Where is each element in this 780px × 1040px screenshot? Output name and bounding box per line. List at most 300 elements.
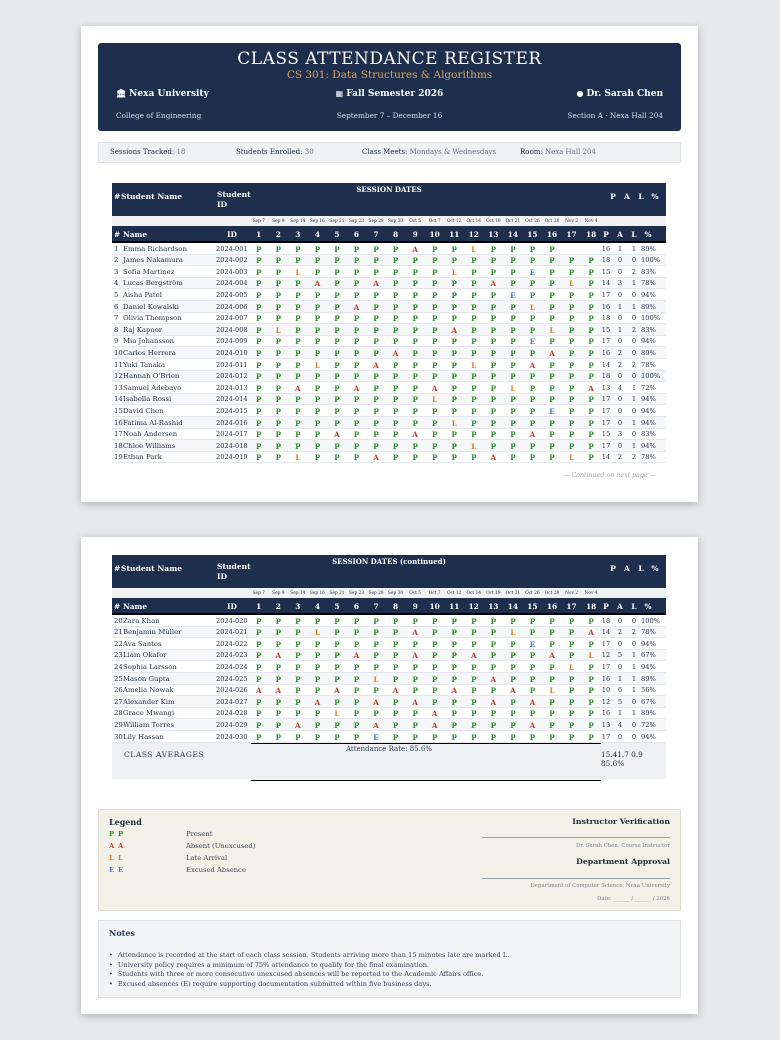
student-id: 2024-030 <box>216 732 248 741</box>
attendance-mark: A <box>431 383 438 393</box>
attendance-mark: A <box>373 720 379 730</box>
student-name: Alexander Kim <box>123 697 175 706</box>
attendance-mark: P <box>256 732 262 742</box>
student-name: Aisha Patel <box>123 290 162 299</box>
attendance-mark: A <box>275 686 282 696</box>
attendance-mark: P <box>275 430 281 440</box>
col-session-number: 16 <box>546 602 558 611</box>
student-id: 2024-023 <box>216 651 248 660</box>
attendance-mark: A <box>373 360 379 370</box>
student-id: 2024-002 <box>216 256 248 265</box>
attendance-mark: P <box>471 430 477 440</box>
attendance-mark: P <box>256 267 262 277</box>
col-p: P <box>603 602 609 611</box>
row-number: 28 <box>114 709 123 718</box>
attendance-mark: P <box>568 686 575 696</box>
attendance-percent: 83% <box>641 430 656 439</box>
attendance-mark: P <box>353 244 360 254</box>
attendance-mark: P <box>392 314 399 324</box>
attendance-mark: P <box>373 256 379 266</box>
session-date: Sep 28 <box>368 591 384 596</box>
attendance-mark: P <box>510 279 516 289</box>
attendance-mark: P <box>588 290 594 300</box>
attendance-mark: P <box>510 325 516 335</box>
attendance-mark: P <box>412 337 418 347</box>
student-name: Sofia Martinez <box>123 267 175 276</box>
total-present: 16 <box>601 348 611 357</box>
student-id: 2024-020 <box>216 616 248 625</box>
col-session-number: 18 <box>585 230 597 239</box>
attendance-mark: P <box>490 639 497 649</box>
session-date: Oct 12 <box>447 591 462 596</box>
col-session-number: 13 <box>488 230 499 239</box>
session-date: Sep 7 <box>252 591 265 596</box>
col-student-name: Student Name <box>121 564 183 573</box>
attendance-mark: L <box>471 360 477 370</box>
attendance-mark: P <box>392 383 399 393</box>
total-late: 0 <box>631 616 637 625</box>
session-date: Oct 21 <box>505 219 521 224</box>
attendance-mark: L <box>451 267 457 277</box>
attendance-mark: P <box>353 430 360 440</box>
attendance-mark: P <box>490 302 497 312</box>
user-icon: ● <box>576 88 584 98</box>
attendance-mark: P <box>431 360 438 370</box>
attendance-mark: P <box>256 628 262 638</box>
session-date: Sep 9 <box>272 591 285 596</box>
total-absent: 0 <box>617 441 623 450</box>
total-absent: 2 <box>617 453 623 462</box>
attendance-mark: P <box>588 256 594 266</box>
attendance-mark: P <box>529 732 536 742</box>
attendance-mark: P <box>431 616 438 626</box>
table-row <box>112 452 666 464</box>
total-absent: 2 <box>617 348 623 357</box>
col-pct: % <box>644 602 652 611</box>
attendance-mark: P <box>373 406 379 416</box>
session-date: Oct 7 <box>428 219 441 224</box>
total-late: 2 <box>631 267 637 276</box>
student-id: 2024-003 <box>216 267 248 276</box>
attendance-mark: P <box>431 279 438 289</box>
attendance-mark: P <box>568 709 575 719</box>
total-absent: 0 <box>617 256 623 265</box>
session-date: Nov 4 <box>584 591 598 596</box>
attendance-mark: P <box>412 639 418 649</box>
stat-value: 30 <box>304 148 314 156</box>
attendance-mark: E <box>529 267 536 277</box>
attendance-mark: P <box>451 674 457 684</box>
stat-value: Nexa Hall 204 <box>544 148 596 156</box>
attendance-mark: P <box>334 639 340 649</box>
attendance-mark: P <box>334 290 340 300</box>
attendance-mark: P <box>373 430 379 440</box>
attendance-mark: A <box>373 697 379 707</box>
attendance-mark: L <box>451 418 457 428</box>
legend-symbol: P <box>118 830 124 838</box>
attendance-mark: P <box>588 720 594 730</box>
university-info <box>116 88 298 99</box>
attendance-percent: 94% <box>641 662 656 671</box>
attendance-mark: P <box>510 337 516 347</box>
row-number: 20 <box>114 616 123 625</box>
attendance-mark: P <box>412 418 418 428</box>
total-late: 1 <box>631 418 637 427</box>
attendance-mark: P <box>373 441 379 451</box>
attendance-mark: P <box>275 709 281 719</box>
attendance-mark: P <box>334 662 340 672</box>
attendance-mark: A <box>353 302 360 312</box>
attendance-mark: P <box>295 256 301 266</box>
attendance-mark: P <box>373 395 379 405</box>
attendance-mark: P <box>529 674 536 684</box>
attendance-mark: P <box>431 256 438 266</box>
attendance-mark: P <box>549 267 555 277</box>
attendance-percent: 100% <box>641 256 661 265</box>
attendance-mark: P <box>529 651 536 661</box>
attendance-mark: P <box>490 720 497 730</box>
attendance-mark: P <box>275 256 281 266</box>
attendance-mark: P <box>373 616 379 626</box>
attendance-mark: P <box>529 279 536 289</box>
attendance-mark: P <box>451 302 457 312</box>
attendance-mark: P <box>334 628 340 638</box>
stat-sessions <box>110 143 185 162</box>
instructor-verification-title: Instructor Verification <box>572 817 670 826</box>
attendance-mark: P <box>373 383 379 393</box>
total-late: 0 <box>631 256 637 265</box>
attendance-mark: P <box>256 279 262 289</box>
table-row <box>112 382 666 394</box>
attendance-mark: P <box>412 348 418 358</box>
attendance-mark: P <box>392 616 399 626</box>
attendance-mark: P <box>275 372 281 382</box>
col-session-number: 7 <box>373 230 379 239</box>
attendance-mark: P <box>529 256 536 266</box>
attendance-mark: P <box>471 697 477 707</box>
attendance-mark: A <box>412 628 418 638</box>
attendance-mark: P <box>256 639 262 649</box>
attendance-mark: P <box>431 418 438 428</box>
student-name: Chloe Williams <box>123 441 176 450</box>
col-session-number: 10 <box>429 602 440 611</box>
attendance-mark: P <box>373 628 379 638</box>
attendance-mark: P <box>529 383 536 393</box>
attendance-mark: P <box>373 662 379 672</box>
stat-label: Room: <box>520 148 543 156</box>
col-num: # <box>114 564 121 573</box>
attendance-mark: A <box>392 686 399 696</box>
attendance-mark: P <box>334 267 340 277</box>
attendance-mark: P <box>353 267 360 277</box>
attendance-mark: P <box>588 430 594 440</box>
col-num: # <box>114 602 121 611</box>
attendance-mark: P <box>451 732 457 742</box>
session-dates-title: SESSION DATES <box>356 185 422 194</box>
total-present: 17 <box>601 662 611 671</box>
attendance-mark: P <box>451 244 457 254</box>
attendance-mark: P <box>471 732 477 742</box>
attendance-mark: A <box>275 651 282 661</box>
table-row <box>112 371 666 383</box>
student-id: 2024-029 <box>216 720 248 729</box>
attendance-mark: P <box>568 674 575 684</box>
total-present: 17 <box>601 418 611 427</box>
stat-meets <box>362 143 496 162</box>
stats-bar <box>98 142 681 163</box>
col-session-number: 8 <box>393 230 399 239</box>
calendar-icon: ▦ <box>335 88 344 98</box>
attendance-mark: P <box>334 302 340 312</box>
total-absent: 4 <box>617 383 623 392</box>
attendance-mark: P <box>431 267 438 277</box>
total-late: 1 <box>631 302 637 311</box>
attendance-mark: P <box>568 651 575 661</box>
attendance-mark: P <box>295 372 301 382</box>
row-number: 3 <box>114 267 119 276</box>
attendance-mark: P <box>412 674 418 684</box>
row-number: 11 <box>114 360 123 369</box>
student-id: 2024-008 <box>216 325 248 334</box>
attendance-mark: P <box>334 244 340 254</box>
attendance-mark: P <box>529 314 536 324</box>
attendance-mark: P <box>314 686 321 696</box>
attendance-mark: P <box>549 674 555 684</box>
total-late: 0 <box>631 290 637 299</box>
attendance-mark: P <box>256 616 262 626</box>
col-session-number: 1 <box>256 602 262 611</box>
attendance-mark: P <box>392 674 399 684</box>
attendance-mark: P <box>295 244 301 254</box>
attendance-mark: P <box>510 372 516 382</box>
attendance-mark: P <box>451 348 457 358</box>
total-late: 2 <box>631 325 637 334</box>
session-date: Oct 19 <box>486 591 501 596</box>
attendance-mark: P <box>471 279 477 289</box>
attendance-mark: P <box>451 256 457 266</box>
student-name: David Chen <box>123 406 164 415</box>
attendance-mark: P <box>549 302 555 312</box>
attendance-mark: P <box>295 279 301 289</box>
attendance-mark: P <box>568 337 575 347</box>
attendance-mark: P <box>334 406 340 416</box>
attendance-mark: P <box>275 720 281 730</box>
total-absent: 3 <box>617 430 623 439</box>
attendance-mark: E <box>549 406 555 416</box>
student-id: 2024-017 <box>216 430 248 439</box>
attendance-mark: P <box>529 395 536 405</box>
attendance-mark: P <box>510 360 516 370</box>
attendance-mark: P <box>490 256 497 266</box>
attendance-mark: A <box>588 383 594 393</box>
session-date: Sep 28 <box>368 219 384 224</box>
attendance-mark: P <box>275 674 281 684</box>
attendance-mark: P <box>510 651 516 661</box>
student-name: Lucas Bergström <box>123 279 183 288</box>
row-number: 8 <box>114 325 119 334</box>
total-present: 10 <box>601 686 611 695</box>
attendance-mark: P <box>471 639 477 649</box>
attendance-mark: P <box>529 348 536 358</box>
attendance-mark: P <box>588 639 594 649</box>
stat-value: Mondays & Wednesdays <box>409 148 497 156</box>
date-field: Date: ______ / ______ / 2026 <box>597 896 670 902</box>
student-id: 2024-006 <box>216 302 248 311</box>
attendance-mark: A <box>549 348 555 358</box>
total-absent: 0 <box>617 662 623 671</box>
attendance-mark: P <box>549 395 555 405</box>
attendance-mark: P <box>373 639 379 649</box>
stat-label: Students Enrolled: <box>236 148 303 156</box>
attendance-mark: P <box>451 628 457 638</box>
col-session-number: 3 <box>295 602 301 611</box>
student-name: Ethan Park <box>123 453 162 462</box>
table-row <box>112 673 666 685</box>
col-session-number: 17 <box>566 602 577 611</box>
attendance-mark: P <box>295 360 301 370</box>
attendance-mark: P <box>529 616 536 626</box>
col-session-number: 18 <box>585 602 597 611</box>
legend-panel <box>98 809 681 911</box>
attendance-mark: P <box>510 441 516 451</box>
attendance-mark: P <box>431 348 438 358</box>
attendance-mark: L <box>334 709 340 719</box>
session-date: Sep 30 <box>388 219 404 224</box>
attendance-mark: P <box>471 372 477 382</box>
row-number: 9 <box>114 337 119 346</box>
col-id: ID <box>227 602 237 611</box>
attendance-mark: P <box>353 709 360 719</box>
attendance-mark: P <box>392 628 399 638</box>
attendance-mark: P <box>431 337 438 347</box>
attendance-mark: P <box>568 697 575 707</box>
attendance-mark: P <box>275 662 281 672</box>
attendance-mark: P <box>412 360 418 370</box>
attendance-mark: P <box>373 302 379 312</box>
row-number: 24 <box>114 662 123 671</box>
attendance-mark: P <box>471 256 477 266</box>
attendance-mark: P <box>431 453 438 463</box>
total-present: 12 <box>601 651 611 660</box>
attendance-mark: P <box>568 441 575 451</box>
attendance-mark: P <box>314 639 321 649</box>
attendance-mark: P <box>392 406 399 416</box>
attendance-mark: P <box>314 244 321 254</box>
col-session-number: 15 <box>527 602 538 611</box>
total-present: 17 <box>601 639 611 648</box>
session-date: Sep 16 <box>309 591 325 596</box>
attendance-mark: P <box>451 709 457 719</box>
department-signature-caption: Department of Computer Science, Nexa University <box>530 883 670 889</box>
attendance-mark: P <box>334 732 340 742</box>
attendance-mark: P <box>353 360 360 370</box>
table-row <box>112 289 666 301</box>
attendance-mark: P <box>314 406 321 416</box>
attendance-percent: 78% <box>641 279 656 288</box>
attendance-mark: P <box>510 453 516 463</box>
attendance-mark: P <box>314 348 321 358</box>
col-session-number: 11 <box>449 230 460 239</box>
session-date: Oct 28 <box>544 591 560 596</box>
attendance-mark: P <box>412 709 418 719</box>
attendance-mark: P <box>529 628 536 638</box>
total-present: 15 <box>601 325 611 334</box>
col-student-id: Student ID <box>217 190 251 209</box>
note-item: • Excused absences (E) require supporting documentation submitted within five business days. <box>109 980 509 990</box>
attendance-mark: P <box>431 628 438 638</box>
col-session-number: 2 <box>275 230 281 239</box>
attendance-mark: P <box>314 290 321 300</box>
attendance-mark: P <box>412 279 418 289</box>
attendance-mark: P <box>373 686 379 696</box>
attendance-mark: P <box>451 616 457 626</box>
total-present: 17 <box>601 290 611 299</box>
table-column-header <box>112 226 666 243</box>
attendance-mark: P <box>568 325 575 335</box>
attendance-mark: P <box>490 267 497 277</box>
table-group-header <box>112 183 666 216</box>
attendance-mark: A <box>549 651 555 661</box>
attendance-mark: P <box>334 360 340 370</box>
row-number: 26 <box>114 686 123 695</box>
attendance-mark: P <box>275 302 281 312</box>
attendance-mark: P <box>510 639 516 649</box>
attendance-mark: P <box>549 360 555 370</box>
attendance-mark: P <box>295 325 301 335</box>
attendance-mark: P <box>588 314 594 324</box>
col-session-number: 5 <box>334 602 340 611</box>
total-present: 17 <box>601 441 611 450</box>
attendance-mark: P <box>353 256 360 266</box>
legend-desc: Absent (Unexcused) <box>186 842 256 850</box>
attendance-mark: P <box>549 639 555 649</box>
student-id: 2024-019 <box>216 453 248 462</box>
attendance-mark: P <box>353 732 360 742</box>
attendance-mark: P <box>392 372 399 382</box>
student-id: 2024-009 <box>216 337 248 346</box>
attendance-mark: P <box>256 720 262 730</box>
student-rows <box>112 615 666 743</box>
attendance-mark: P <box>451 337 457 347</box>
class-averages-row <box>112 743 666 779</box>
col-name: Name <box>123 602 148 611</box>
attendance-mark: P <box>451 639 457 649</box>
table-row <box>112 417 666 429</box>
legend-code: E <box>109 866 115 874</box>
course-title: CS 301: Data Structures & Algorithms <box>286 69 493 81</box>
attendance-mark: P <box>510 720 516 730</box>
total-late: 2 <box>631 628 637 637</box>
table-row <box>112 359 666 371</box>
attendance-mark: P <box>490 686 497 696</box>
attendance-mark: P <box>568 430 575 440</box>
total-absent: 0 <box>617 616 623 625</box>
student-name: James Nakamura <box>123 256 184 265</box>
session-dates-title: SESSION DATES (continued) <box>332 557 446 566</box>
attendance-mark: P <box>568 290 575 300</box>
stat-label: Class Meets: <box>362 148 408 156</box>
attendance-mark: P <box>549 418 555 428</box>
attendance-mark: A <box>295 720 301 730</box>
attendance-mark: P <box>451 279 457 289</box>
attendance-mark: P <box>568 732 575 742</box>
attendance-mark: P <box>568 267 575 277</box>
total-late: 0 <box>631 430 637 439</box>
attendance-percent: 100% <box>641 372 661 381</box>
stat-label: Sessions Tracked: <box>110 148 175 156</box>
attendance-mark: P <box>295 430 301 440</box>
attendance-mark: P <box>568 616 575 626</box>
